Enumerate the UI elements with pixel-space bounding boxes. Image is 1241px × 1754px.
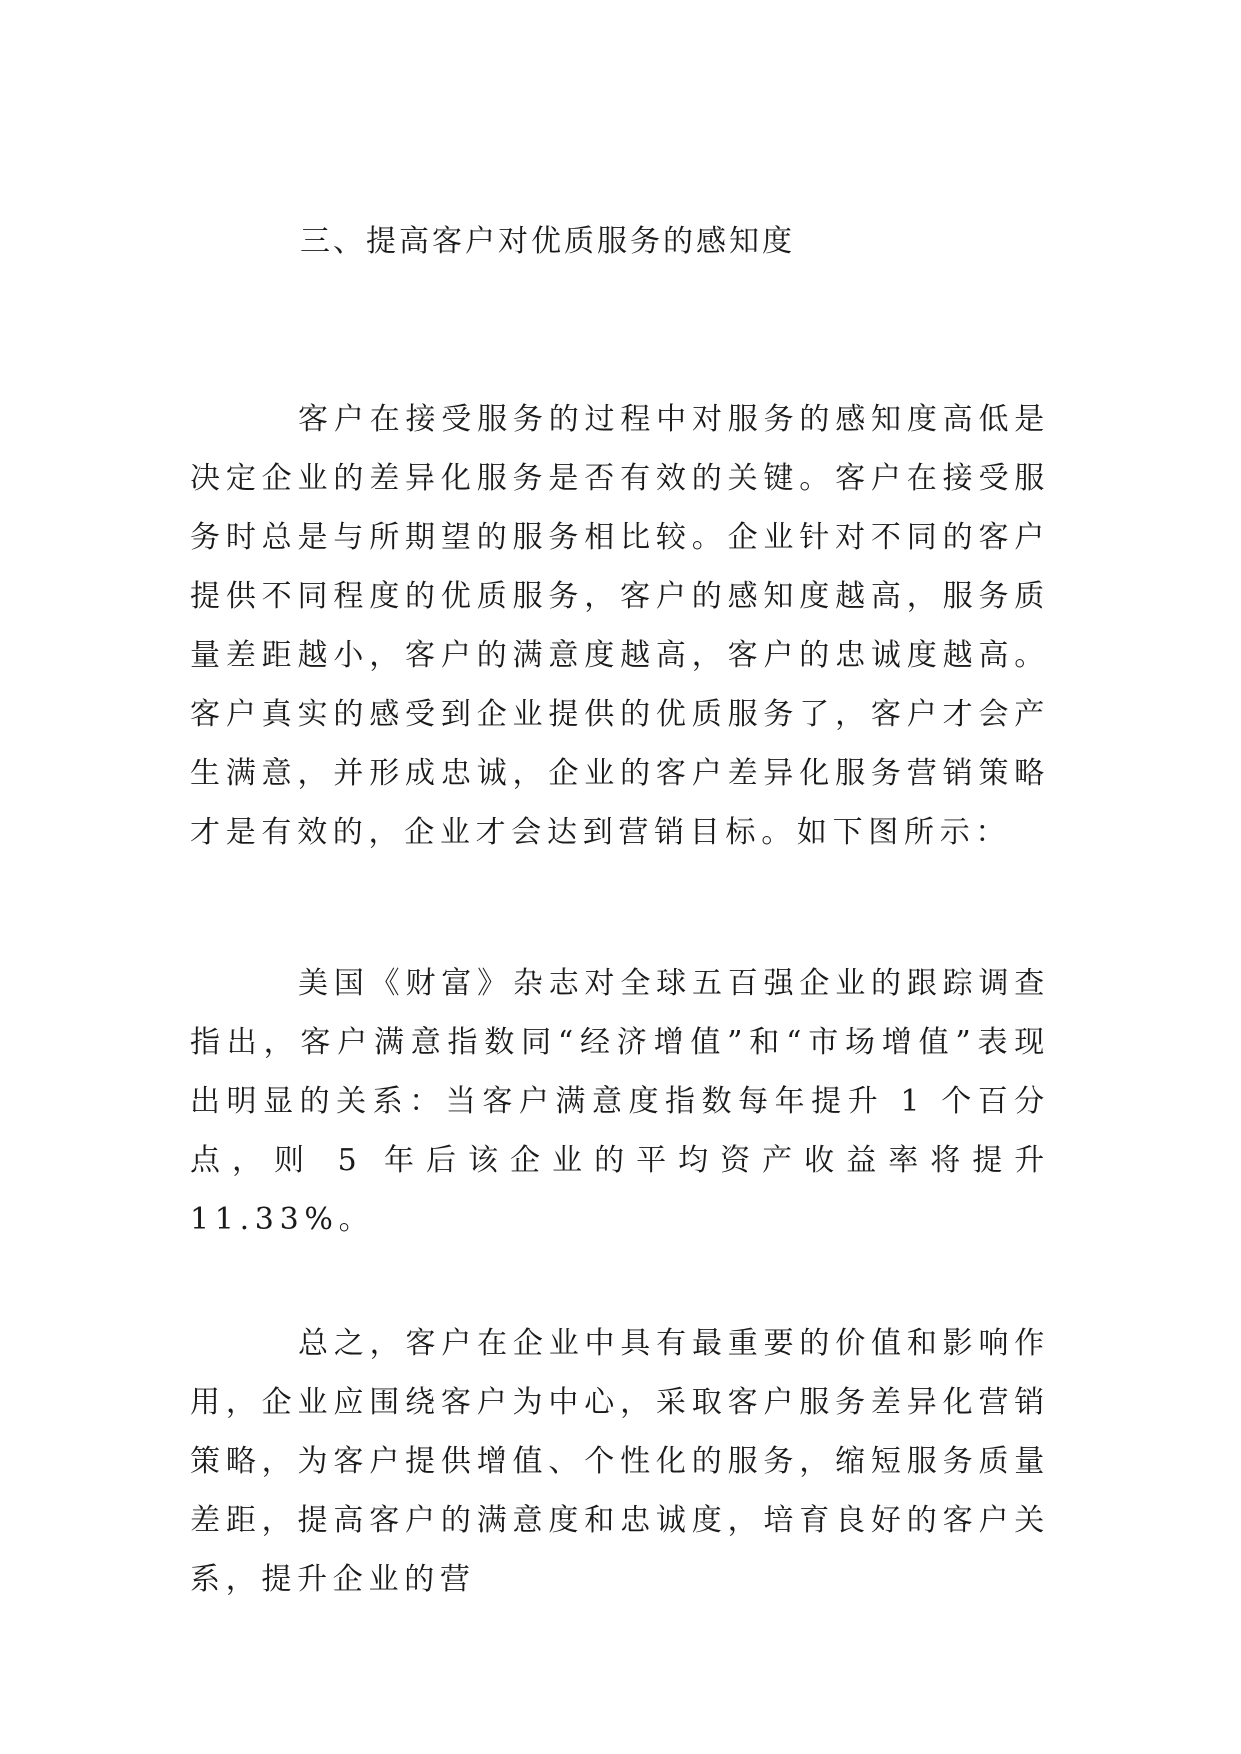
paragraph-fortune-survey: 美国《财富》杂志对全球五百强企业的跟踪调查指出，客户满意指数同“经济增值”和“市场增值”表现出明显的关系：当客户满意度指数每年提升 1 个百分点，则 5 年后该企业的平均资产收益率将提升 11.33%。 (190, 966, 1050, 1237)
section-heading: 三、提高客户对优质服务的感知度 (300, 224, 795, 259)
paragraph-conclusion: 总之，客户在企业中具有最重要的价值和影响作用，企业应围绕客户为中心，采取客户服务差异化营销策略，为客户提供增值、个性化的服务，缩短服务质量差距，提高客户的满意度和忠诚度，培育良好的客户关系，提升企业的营 (190, 1326, 1050, 1597)
paragraph-perception: 客户在接受服务的过程中对服务的感知度高低是决定企业的差异化服务是否有效的关键。客户在接受服务时总是与所期望的服务相比较。企业针对不同的客户提供不同程度的优质服务，客户的感知度越高，服务质量差距越小，客户的满意度越高，客户的忠诚度越高。客户真实的感受到企业提供的优质服务了，客户才会产生满意，并形成忠诚，企业的客户差异化服务营销策略才是有效的，企业才会达到营销目标。如下图所示： (190, 402, 1050, 850)
